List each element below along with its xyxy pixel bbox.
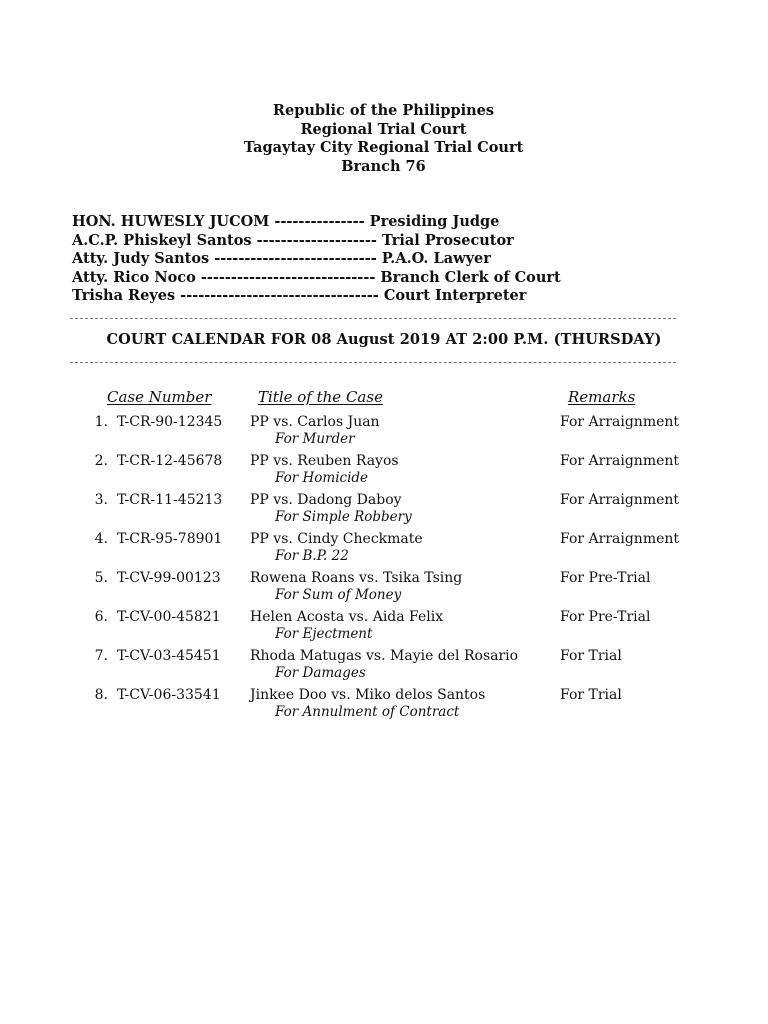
- case-row: [0, 414, 768, 454]
- case-row: [0, 648, 768, 688]
- case-index: 1.: [94, 414, 108, 430]
- case-number: T-CR-95-78901: [117, 531, 223, 547]
- case-title: Jinkee Doo vs. Miko delos Santos: [250, 687, 486, 703]
- case-title: Helen Acosta vs. Aida Felix: [250, 609, 444, 625]
- court-header: [0, 102, 768, 176]
- case-index: 5.: [94, 570, 108, 586]
- official-branch-clerk: Atty. Rico Noco ----------------------------- Branch Clerk of Court: [72, 268, 561, 286]
- case-remark: For Pre-Trial: [560, 609, 651, 625]
- case-nature: For B.P. 22: [275, 548, 349, 564]
- case-index: 6.: [94, 609, 108, 625]
- official-presiding-judge: HON. HUWESLY JUCOM --------------- Presiding Judge: [72, 213, 500, 230]
- case-remark: For Trial: [560, 687, 622, 703]
- case-index: 7.: [94, 648, 108, 664]
- case-row: [0, 453, 768, 493]
- official-court-interpreter: Trisha Reyes --------------------------------- Court Interpreter: [72, 287, 527, 304]
- case-number: T-CR-11-45213: [117, 492, 223, 508]
- case-number: T-CR-12-45678: [117, 453, 223, 469]
- case-row: [0, 609, 768, 649]
- case-index: 4.: [94, 531, 108, 547]
- case-index: 3.: [94, 492, 108, 508]
- case-remark: For Pre-Trial: [560, 570, 651, 586]
- case-index: 2.: [94, 453, 108, 469]
- case-nature: For Simple Robbery: [275, 509, 412, 525]
- case-nature: For Ejectment: [275, 626, 373, 642]
- case-title: PP vs. Dadong Daboy: [250, 492, 402, 508]
- case-nature: For Sum of Money: [275, 587, 402, 603]
- header-city-court: Tagaytay City Regional Trial Court: [243, 139, 524, 156]
- case-row: [0, 687, 768, 727]
- case-nature: For Annulment of Contract: [275, 704, 460, 720]
- case-nature: For Damages: [275, 665, 366, 681]
- case-title: PP vs. Reuben Rayos: [250, 453, 399, 469]
- case-row: [0, 531, 768, 571]
- case-title: Rowena Roans vs. Tsika Tsing: [250, 570, 463, 586]
- official-pao-lawyer: Atty. Judy Santos --------------------------- P.A.O. Lawyer: [72, 250, 491, 267]
- case-number: T-CV-03-45451: [117, 648, 221, 664]
- case-remark: For Arraignment: [560, 414, 680, 430]
- case-title: PP vs. Cindy Checkmate: [250, 531, 423, 547]
- officials-list: [72, 213, 712, 306]
- case-number: T-CV-06-33541: [117, 687, 221, 703]
- column-header-remarks: Remarks: [568, 388, 636, 406]
- divider-bottom: [70, 362, 676, 363]
- case-index: 8.: [94, 687, 108, 703]
- case-nature: For Homicide: [275, 470, 369, 486]
- case-number: T-CR-90-12345: [117, 414, 223, 430]
- header-republic: Republic of the Philippines: [272, 102, 495, 119]
- case-remark: For Arraignment: [560, 492, 680, 508]
- case-number: T-CV-00-45821: [117, 609, 221, 625]
- calendar-title: COURT CALENDAR FOR 08 August 2019 AT 2:00 P.M. (THURSDAY): [106, 331, 662, 348]
- divider-top: [70, 318, 676, 319]
- case-remark: For Arraignment: [560, 453, 680, 469]
- column-header-case-number: Case Number: [107, 388, 212, 406]
- case-title: PP vs. Carlos Juan: [250, 414, 380, 430]
- official-trial-prosecutor: A.C.P. Phiskeyl Santos -------------------- Trial Prosecutor: [72, 231, 514, 249]
- case-remark: For Arraignment: [560, 531, 680, 547]
- case-remark: For Trial: [560, 648, 622, 664]
- case-row: [0, 570, 768, 610]
- case-title: Rhoda Matugas vs. Mayie del Rosario: [250, 648, 519, 664]
- case-number: T-CV-99-00123: [117, 570, 221, 586]
- case-nature: For Murder: [275, 431, 355, 447]
- header-branch: Branch 76: [341, 157, 426, 175]
- column-header-title: Title of the Case: [258, 388, 383, 406]
- case-row: [0, 492, 768, 532]
- header-court: Regional Trial Court: [300, 120, 467, 138]
